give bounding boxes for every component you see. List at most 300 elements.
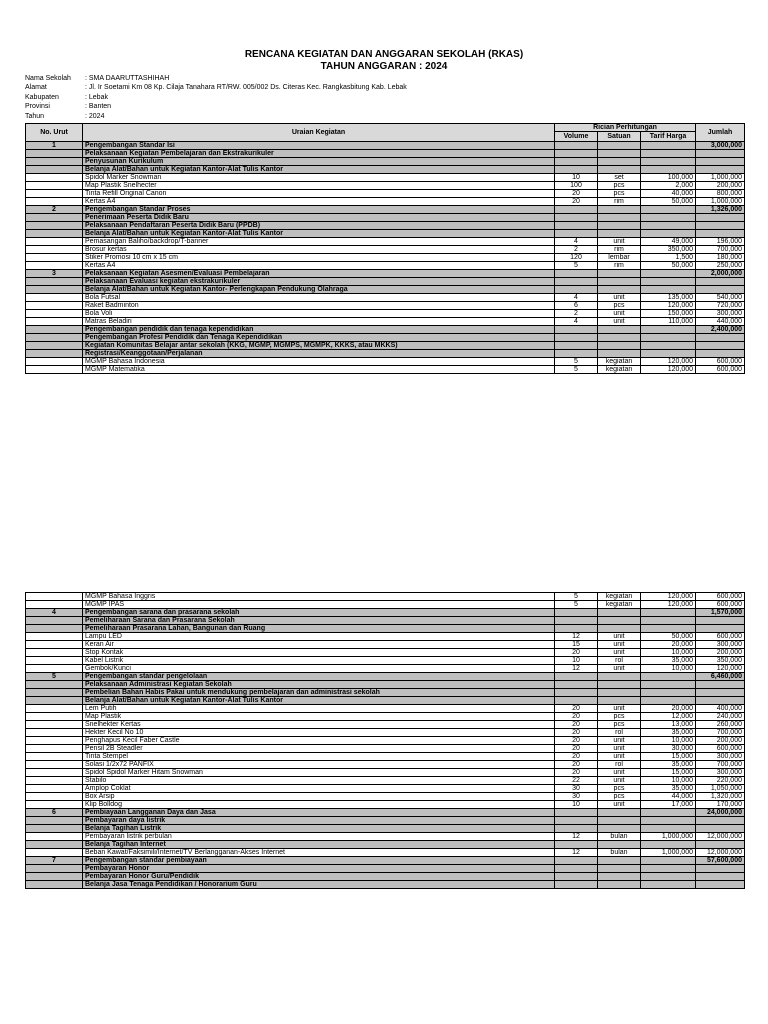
row-volume: 5 bbox=[555, 366, 598, 374]
row-description: Spidol Marker Snowman bbox=[83, 174, 555, 182]
row-description: Box Arsip bbox=[83, 793, 555, 801]
item-row bbox=[26, 849, 745, 857]
row-description: Stiker Promosi 10 cm x 15 cm bbox=[83, 254, 555, 262]
school-info bbox=[25, 74, 407, 121]
row-number bbox=[26, 246, 83, 254]
row-rate: 35,000 bbox=[641, 657, 696, 665]
row-volume bbox=[555, 326, 598, 334]
row-description: Pemeliharaan Sarana dan Prasarana Sekolah bbox=[83, 617, 555, 625]
row-unit bbox=[598, 214, 641, 222]
row-unit bbox=[598, 625, 641, 633]
item-row bbox=[26, 737, 745, 745]
category-row bbox=[26, 334, 745, 342]
category-row bbox=[26, 206, 745, 214]
item-row bbox=[26, 601, 745, 609]
row-volume bbox=[555, 817, 598, 825]
row-total: 600,000 bbox=[696, 745, 745, 753]
row-number bbox=[26, 633, 83, 641]
row-total: 170,000 bbox=[696, 801, 745, 809]
row-rate bbox=[641, 278, 696, 286]
row-unit: unit bbox=[598, 294, 641, 302]
row-rate: 50,000 bbox=[641, 633, 696, 641]
row-volume bbox=[555, 681, 598, 689]
row-total: 800,000 bbox=[696, 190, 745, 198]
row-rate: 110,000 bbox=[641, 318, 696, 326]
row-unit: kegiatan bbox=[598, 366, 641, 374]
row-total: 200,000 bbox=[696, 182, 745, 190]
row-unit bbox=[598, 873, 641, 881]
item-row bbox=[26, 198, 745, 206]
row-volume bbox=[555, 142, 598, 150]
row-total: 1,570,000 bbox=[696, 609, 745, 617]
row-unit bbox=[598, 881, 641, 889]
row-number bbox=[26, 641, 83, 649]
row-total bbox=[696, 334, 745, 342]
category-row bbox=[26, 857, 745, 865]
row-unit bbox=[598, 350, 641, 358]
row-rate: 120,000 bbox=[641, 593, 696, 601]
row-number bbox=[26, 350, 83, 358]
row-rate: 30,000 bbox=[641, 745, 696, 753]
category-row bbox=[26, 673, 745, 681]
row-total: 12,000,000 bbox=[696, 833, 745, 841]
row-unit: unit bbox=[598, 737, 641, 745]
row-total: 24,000,000 bbox=[696, 809, 745, 817]
row-description: Penerimaan Peserta Didik Baru bbox=[83, 214, 555, 222]
row-unit: bulan bbox=[598, 833, 641, 841]
row-description: Pembayaran daya listrik bbox=[83, 817, 555, 825]
info-value: : Lebak bbox=[85, 93, 108, 101]
row-description: Map Plastik Snelhecter bbox=[83, 182, 555, 190]
row-description: Beban Kawat/Faksimili/Internet/TV Berlangganan-Akses Internet bbox=[83, 849, 555, 857]
info-row bbox=[25, 83, 407, 92]
row-rate bbox=[641, 222, 696, 230]
category-row bbox=[26, 625, 745, 633]
row-number bbox=[26, 721, 83, 729]
row-total bbox=[696, 158, 745, 166]
row-description: Stop Kontak bbox=[83, 649, 555, 657]
row-description: Penghapus Kecil Faber Castle bbox=[83, 737, 555, 745]
row-unit: unit bbox=[598, 318, 641, 326]
row-volume: 20 bbox=[555, 649, 598, 657]
row-unit bbox=[598, 150, 641, 158]
row-volume: 4 bbox=[555, 238, 598, 246]
row-volume: 5 bbox=[555, 262, 598, 270]
row-rate bbox=[641, 873, 696, 881]
row-total bbox=[696, 881, 745, 889]
info-value: : 2024 bbox=[85, 112, 105, 120]
row-volume: 20 bbox=[555, 721, 598, 729]
category-row bbox=[26, 286, 745, 294]
item-row bbox=[26, 777, 745, 785]
row-number bbox=[26, 254, 83, 262]
row-number bbox=[26, 150, 83, 158]
row-number bbox=[26, 334, 83, 342]
row-volume bbox=[555, 342, 598, 350]
row-number bbox=[26, 262, 83, 270]
row-number bbox=[26, 777, 83, 785]
row-unit: unit bbox=[598, 769, 641, 777]
row-volume: 12 bbox=[555, 849, 598, 857]
row-volume: 10 bbox=[555, 174, 598, 182]
row-description: Pembayaran listrik perbulan bbox=[83, 833, 555, 841]
row-description: Kertas A4 bbox=[83, 198, 555, 206]
item-row bbox=[26, 366, 745, 374]
row-total bbox=[696, 350, 745, 358]
row-volume: 12 bbox=[555, 665, 598, 673]
row-total: 350,000 bbox=[696, 657, 745, 665]
row-unit: pcs bbox=[598, 713, 641, 721]
row-unit bbox=[598, 326, 641, 334]
header-rincian: Rician Perhitungan bbox=[555, 124, 696, 132]
row-total: 1,320,000 bbox=[696, 793, 745, 801]
header-uraian: Uraian Kegiatan bbox=[83, 124, 555, 142]
item-row bbox=[26, 246, 745, 254]
row-rate: 44,000 bbox=[641, 793, 696, 801]
row-unit: rim bbox=[598, 262, 641, 270]
row-rate bbox=[641, 326, 696, 334]
row-description: Pengembangan standar pembiayaan bbox=[83, 857, 555, 865]
row-rate bbox=[641, 334, 696, 342]
row-total bbox=[696, 222, 745, 230]
row-unit: unit bbox=[598, 238, 641, 246]
row-number: 5 bbox=[26, 673, 83, 681]
row-number bbox=[26, 873, 83, 881]
row-unit: rim bbox=[598, 246, 641, 254]
row-description: MGMP IPAS bbox=[83, 601, 555, 609]
row-total bbox=[696, 689, 745, 697]
row-total: 600,000 bbox=[696, 358, 745, 366]
row-number bbox=[26, 745, 83, 753]
item-row bbox=[26, 649, 745, 657]
rkas-table-part-2 bbox=[25, 592, 745, 889]
category-row bbox=[26, 809, 745, 817]
row-description: Snelhekter Kertas bbox=[83, 721, 555, 729]
row-rate: 35,000 bbox=[641, 761, 696, 769]
row-total bbox=[696, 817, 745, 825]
row-total bbox=[696, 150, 745, 158]
row-volume: 12 bbox=[555, 633, 598, 641]
row-number bbox=[26, 214, 83, 222]
row-rate: 120,000 bbox=[641, 302, 696, 310]
header-tarif: Tarif Harga bbox=[641, 132, 696, 142]
row-number bbox=[26, 849, 83, 857]
row-rate: 20,000 bbox=[641, 641, 696, 649]
item-row bbox=[26, 593, 745, 601]
row-unit: pcs bbox=[598, 785, 641, 793]
row-total: 220,000 bbox=[696, 777, 745, 785]
category-row bbox=[26, 350, 745, 358]
row-volume bbox=[555, 825, 598, 833]
row-rate bbox=[641, 342, 696, 350]
row-unit bbox=[598, 689, 641, 697]
row-unit: pcs bbox=[598, 721, 641, 729]
info-row bbox=[25, 102, 407, 111]
row-rate bbox=[641, 865, 696, 873]
row-number bbox=[26, 865, 83, 873]
row-rate: 35,000 bbox=[641, 785, 696, 793]
row-unit bbox=[598, 230, 641, 238]
row-unit: unit bbox=[598, 705, 641, 713]
row-rate bbox=[641, 817, 696, 825]
row-unit: unit bbox=[598, 649, 641, 657]
row-number: 6 bbox=[26, 809, 83, 817]
row-volume: 100 bbox=[555, 182, 598, 190]
row-total: 200,000 bbox=[696, 649, 745, 657]
category-row bbox=[26, 222, 745, 230]
row-total bbox=[696, 617, 745, 625]
row-number bbox=[26, 342, 83, 350]
row-description: Kabel Listrik bbox=[83, 657, 555, 665]
row-number bbox=[26, 825, 83, 833]
category-row bbox=[26, 681, 745, 689]
row-unit: rol bbox=[598, 729, 641, 737]
row-volume bbox=[555, 214, 598, 222]
row-number bbox=[26, 294, 83, 302]
row-rate: 50,000 bbox=[641, 198, 696, 206]
row-rate: 100,000 bbox=[641, 174, 696, 182]
item-row bbox=[26, 665, 745, 673]
row-rate: 13,000 bbox=[641, 721, 696, 729]
row-total: 600,000 bbox=[696, 366, 745, 374]
row-description: Bola Voli bbox=[83, 310, 555, 318]
row-volume: 20 bbox=[555, 769, 598, 777]
info-value: : Banten bbox=[85, 103, 112, 111]
row-unit: unit bbox=[598, 665, 641, 673]
row-description: Tinta Stempel bbox=[83, 753, 555, 761]
row-total: 1,000,000 bbox=[696, 198, 745, 206]
row-total: 260,000 bbox=[696, 721, 745, 729]
row-number: 2 bbox=[26, 206, 83, 214]
row-rate: 15,000 bbox=[641, 769, 696, 777]
row-rate bbox=[641, 142, 696, 150]
row-description: Pelaksanaan Administrasi Kegiatan Sekolah bbox=[83, 681, 555, 689]
row-description: Solasi 1/2x72 PANFIX bbox=[83, 761, 555, 769]
row-volume: 2 bbox=[555, 310, 598, 318]
category-row bbox=[26, 841, 745, 849]
row-total: 1,326,000 bbox=[696, 206, 745, 214]
row-unit bbox=[598, 697, 641, 705]
row-total: 600,000 bbox=[696, 633, 745, 641]
row-unit bbox=[598, 270, 641, 278]
row-rate bbox=[641, 825, 696, 833]
row-unit bbox=[598, 809, 641, 817]
row-rate bbox=[641, 697, 696, 705]
row-total: 196,000 bbox=[696, 238, 745, 246]
row-description: Stabilo bbox=[83, 777, 555, 785]
row-description: Belanja Alat/Bahan untuk Kegiatan Kantor- Perlengkapan Pendukung Olahraga bbox=[83, 286, 555, 294]
row-description: Registrasi/Keanggotaan/Perjalanan bbox=[83, 350, 555, 358]
row-unit bbox=[598, 142, 641, 150]
row-description: Kertas A4 bbox=[83, 262, 555, 270]
row-unit: lembar bbox=[598, 254, 641, 262]
row-description: Pembayaran Honor Guru/Pendidik bbox=[83, 873, 555, 881]
row-number bbox=[26, 833, 83, 841]
category-row bbox=[26, 270, 745, 278]
row-volume: 120 bbox=[555, 254, 598, 262]
row-total bbox=[696, 625, 745, 633]
row-unit bbox=[598, 206, 641, 214]
row-number bbox=[26, 681, 83, 689]
row-rate: 10,000 bbox=[641, 777, 696, 785]
row-rate: 1,000,000 bbox=[641, 833, 696, 841]
category-row bbox=[26, 166, 745, 174]
row-number bbox=[26, 769, 83, 777]
row-number bbox=[26, 302, 83, 310]
item-row bbox=[26, 190, 745, 198]
row-volume: 5 bbox=[555, 358, 598, 366]
row-number bbox=[26, 737, 83, 745]
row-volume bbox=[555, 158, 598, 166]
row-number bbox=[26, 689, 83, 697]
info-label: Kabupaten bbox=[25, 93, 59, 101]
row-volume: 20 bbox=[555, 713, 598, 721]
row-number bbox=[26, 230, 83, 238]
row-rate bbox=[641, 689, 696, 697]
category-row bbox=[26, 881, 745, 889]
row-description: Belanja Alat/Bahan untuk Kegiatan Kantor-Alat Tulis Kantor bbox=[83, 230, 555, 238]
row-number bbox=[26, 705, 83, 713]
row-total: 300,000 bbox=[696, 753, 745, 761]
row-unit: kegiatan bbox=[598, 601, 641, 609]
item-row bbox=[26, 182, 745, 190]
row-description: Pengembangan standar pengelolaan bbox=[83, 673, 555, 681]
item-row bbox=[26, 238, 745, 246]
row-description: MGMP Bahasa Indonesia bbox=[83, 358, 555, 366]
row-volume: 4 bbox=[555, 294, 598, 302]
row-description: Keran Air bbox=[83, 641, 555, 649]
row-unit bbox=[598, 617, 641, 625]
row-total: 300,000 bbox=[696, 310, 745, 318]
row-rate: 49,000 bbox=[641, 238, 696, 246]
row-volume bbox=[555, 230, 598, 238]
row-rate: 50,000 bbox=[641, 262, 696, 270]
row-volume: 4 bbox=[555, 318, 598, 326]
row-rate bbox=[641, 350, 696, 358]
row-total: 250,000 bbox=[696, 262, 745, 270]
row-total bbox=[696, 214, 745, 222]
row-total: 700,000 bbox=[696, 246, 745, 254]
category-row bbox=[26, 873, 745, 881]
row-total bbox=[696, 278, 745, 286]
row-total bbox=[696, 230, 745, 238]
row-total: 540,000 bbox=[696, 294, 745, 302]
row-description: Belanja Alat/Bahan untuk Kegiatan Kantor-Alat Tulis Kantor bbox=[83, 166, 555, 174]
row-volume: 15 bbox=[555, 641, 598, 649]
row-volume bbox=[555, 673, 598, 681]
row-description: Brosur kertas bbox=[83, 246, 555, 254]
row-total bbox=[696, 865, 745, 873]
row-volume: 10 bbox=[555, 657, 598, 665]
row-rate: 17,000 bbox=[641, 801, 696, 809]
row-volume: 5 bbox=[555, 601, 598, 609]
row-volume bbox=[555, 841, 598, 849]
row-rate bbox=[641, 609, 696, 617]
row-total: 57,600,000 bbox=[696, 857, 745, 865]
row-volume: 20 bbox=[555, 761, 598, 769]
row-rate: 20,000 bbox=[641, 705, 696, 713]
row-description: Kegiatan Komunitas Belajar antar sekolah (KKG, MGMP, MGMPS, MGMPK, KKKS, atau MKKS) bbox=[83, 342, 555, 350]
row-total: 1,000,000 bbox=[696, 174, 745, 182]
row-rate: 1,000,000 bbox=[641, 849, 696, 857]
item-row bbox=[26, 721, 745, 729]
row-unit: set bbox=[598, 174, 641, 182]
row-number bbox=[26, 713, 83, 721]
row-volume bbox=[555, 865, 598, 873]
row-volume: 30 bbox=[555, 793, 598, 801]
row-number bbox=[26, 278, 83, 286]
row-unit: kegiatan bbox=[598, 358, 641, 366]
row-rate bbox=[641, 681, 696, 689]
row-description: Pembiayaan Langganan Daya dan Jasa bbox=[83, 809, 555, 817]
row-rate bbox=[641, 617, 696, 625]
row-volume: 12 bbox=[555, 833, 598, 841]
row-number bbox=[26, 617, 83, 625]
row-description: Pelaksanaan Kegiatan Pembelajaran dan Ekstrakurikuler bbox=[83, 150, 555, 158]
row-rate bbox=[641, 206, 696, 214]
row-description: Pengembangan pendidik dan tenaga kependidikan bbox=[83, 326, 555, 334]
item-row bbox=[26, 262, 745, 270]
row-total bbox=[696, 166, 745, 174]
row-description: Raket Badminton bbox=[83, 302, 555, 310]
info-label: Nama Sekolah bbox=[25, 75, 71, 82]
row-description: Hekter Kecil No 10 bbox=[83, 729, 555, 737]
row-volume: 30 bbox=[555, 785, 598, 793]
header-satuan: Satuan bbox=[598, 132, 641, 142]
row-volume bbox=[555, 270, 598, 278]
row-unit bbox=[598, 278, 641, 286]
row-total: 1,050,000 bbox=[696, 785, 745, 793]
row-number bbox=[26, 793, 83, 801]
category-row bbox=[26, 609, 745, 617]
row-description: Pelaksanaan Pendaftaran Peserta Didik Baru (PPDB) bbox=[83, 222, 555, 230]
row-unit: unit bbox=[598, 310, 641, 318]
row-total bbox=[696, 697, 745, 705]
item-row bbox=[26, 294, 745, 302]
row-unit: unit bbox=[598, 801, 641, 809]
info-row bbox=[25, 93, 407, 102]
info-label: Alamat bbox=[25, 84, 47, 92]
info-row bbox=[25, 112, 407, 121]
row-rate: 40,000 bbox=[641, 190, 696, 198]
row-volume: 20 bbox=[555, 737, 598, 745]
row-number: 1 bbox=[26, 142, 83, 150]
row-number bbox=[26, 649, 83, 657]
row-number bbox=[26, 286, 83, 294]
row-total: 200,000 bbox=[696, 737, 745, 745]
category-row bbox=[26, 278, 745, 286]
row-total: 700,000 bbox=[696, 729, 745, 737]
row-rate: 135,000 bbox=[641, 294, 696, 302]
row-rate bbox=[641, 158, 696, 166]
row-number bbox=[26, 158, 83, 166]
row-rate bbox=[641, 150, 696, 158]
row-description: Pemasangan Baliho/backdrop/T-banner bbox=[83, 238, 555, 246]
row-unit bbox=[598, 673, 641, 681]
row-rate bbox=[641, 841, 696, 849]
category-row bbox=[26, 142, 745, 150]
row-number bbox=[26, 366, 83, 374]
row-number bbox=[26, 801, 83, 809]
row-number bbox=[26, 238, 83, 246]
row-number bbox=[26, 881, 83, 889]
row-volume bbox=[555, 617, 598, 625]
item-row bbox=[26, 254, 745, 262]
row-number bbox=[26, 310, 83, 318]
row-unit: rol bbox=[598, 761, 641, 769]
row-volume bbox=[555, 334, 598, 342]
row-number bbox=[26, 841, 83, 849]
